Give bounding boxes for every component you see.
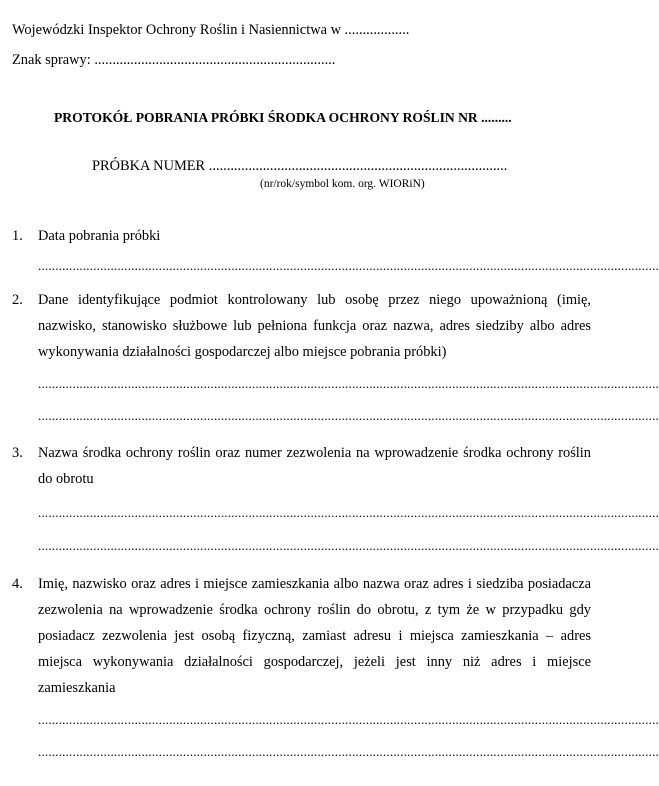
item-1-number: 1. — [12, 228, 23, 244]
sample-number-line: PRÓBKA NUMER ................................................................................... — [92, 158, 508, 174]
item-4-text-line-5: zamieszkania — [38, 680, 116, 696]
item-4-text-line-3: posiadacz zezwolenia jest osobą fizyczną, zamiast adresu i miejsca zamieszkania – adres — [38, 628, 591, 644]
item-4-answer-line-2[interactable]: .................................................................................................................................................................................... — [38, 744, 659, 759]
item-2-text-line-2: nazwisko, stanowisko służbowe lub pełniona funkcja oraz nazwa, adres siedziby albo adres — [38, 318, 591, 334]
item-3-answer-line-2[interactable]: .................................................................................................................................................................................... — [38, 538, 659, 553]
sample-number-hint: (nr/rok/symbol kom. org. WIORiN) — [260, 178, 425, 190]
document-title: PROTOKÓŁ POBRANIA PRÓBKI ŚRODKA OCHRONY ROŚLIN NR ......... — [54, 110, 512, 125]
item-4-text-line-1: Imię, nazwisko oraz adres i miejsce zamieszkania albo nazwa oraz adres i siedziba posiadacza — [38, 576, 591, 592]
item-2-text-line-1: Dane identyfikujące podmiot kontrolowany lub osobę przez niego upoważnioną (imię, — [38, 292, 591, 308]
case-mark-line: Znak sprawy: ................................................................... — [12, 52, 336, 68]
item-4-text-line-4: miejsca wykonywania działalności gospodarczej, jeżeli jest inny niż adres i miejsce — [38, 654, 591, 670]
item-2-number: 2. — [12, 292, 23, 308]
item-4-text-line-2: zezwolenia na wprowadzenie środka ochrony roślin do obrotu, z tym że w przypadku gdy — [38, 602, 591, 618]
item-1-text: Data pobrania próbki — [38, 228, 161, 244]
inspector-line: Wojewódzki Inspektor Ochrony Roślin i Nasiennictwa w .................. — [12, 22, 410, 38]
item-2-answer-line-1[interactable]: .................................................................................................................................................................................... — [38, 376, 659, 391]
item-3-number: 3. — [12, 445, 23, 461]
item-3-answer-line-1[interactable]: .................................................................................................................................................................................... — [38, 505, 659, 520]
item-1-answer-line[interactable]: .................................................................................................................................................................................... — [38, 258, 659, 273]
item-4-answer-line-1[interactable]: .................................................................................................................................................................................... — [38, 712, 659, 727]
item-3-text-line-2: do obrotu — [38, 471, 94, 487]
item-3-text-line-1: Nazwa środka ochrony roślin oraz numer zezwolenia na wprowadzenie środka ochrony roślin — [38, 445, 591, 461]
item-2-text-line-3: wykonywania działalności gospodarczej albo miejsce pobrania próbki) — [38, 344, 447, 360]
item-2-answer-line-2[interactable]: .................................................................................................................................................................................... — [38, 408, 659, 423]
item-4-number: 4. — [12, 576, 23, 592]
